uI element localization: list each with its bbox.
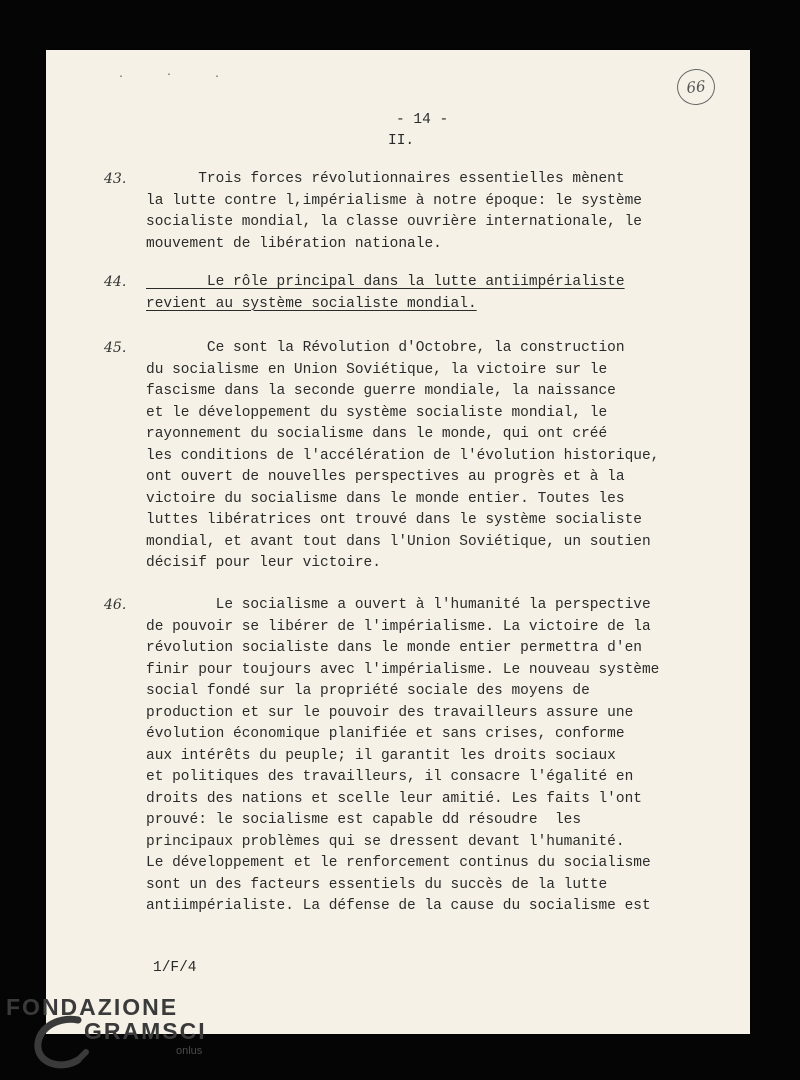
document-page <box>46 50 750 1034</box>
watermark-line-3: onlus <box>176 1045 203 1057</box>
text-line: antiimpérialiste. La défense de la cause du socialisme est <box>146 898 651 914</box>
footer-code: 1/F/4 <box>153 960 197 976</box>
paragraph-43 <box>146 169 746 255</box>
folio-stamp <box>675 67 717 107</box>
paragraph-number-44: 44. <box>104 274 127 290</box>
text-line: prouvé: le socialisme est capable dd résoudre les <box>146 812 582 828</box>
text-line: et le développement du système socialiste mondial, le <box>146 404 608 421</box>
text-line: socialiste mondial, la classe ouvrière internationale, le <box>146 214 642 230</box>
text-line: Le socialisme a ouvert à l'humanité la perspective <box>146 597 651 613</box>
text-line-underlined: revient au système socialiste mondial. <box>146 295 477 312</box>
text-line: sont un des facteurs essentiels du succès de la lutte <box>146 876 608 893</box>
text-line: évolution économique planifiée et sans crises, conforme <box>146 726 625 742</box>
paragraph-46 <box>146 595 746 918</box>
page-number: - 14 - <box>396 112 449 128</box>
text-line: les conditions de l'accélération de l'évolution historique, <box>146 447 660 464</box>
text-line: aux intérêts du peuple; il garantit les droits sociaux <box>146 747 616 764</box>
text-line: ont ouvert de nouvelles perspectives au progrès et à la <box>146 469 625 485</box>
text-line: de pouvoir se libérer de l'impérialisme. La victoire de la <box>146 618 651 635</box>
watermark-line-2: GRAMSCI <box>84 1018 207 1044</box>
text-line: la lutte contre l,impérialisme à notre époque: le système <box>146 192 642 209</box>
text-line: finir pour toujours avec l'impérialisme. Le nouveau système <box>146 661 660 678</box>
text-line: révolution socialiste dans le monde entier permettra d'en <box>146 640 642 656</box>
text-line: mondial, et avant tout dans l'Union Soviétique, un soutien <box>146 533 651 550</box>
paragraph-number-43: 43. <box>104 171 127 187</box>
paragraph-45 <box>146 338 746 575</box>
section-number: II. <box>388 133 415 149</box>
text-line: et politiques des travailleurs, il consacre l'égalité en <box>146 769 634 785</box>
watermark-line-1: FONDAZIONE <box>6 994 179 1020</box>
text-line: droits des nations et scelle leur amitié. Les faits l'ont <box>146 790 642 807</box>
paper-specks: . · . <box>118 70 239 81</box>
text-line: social fondé sur la propriété sociale des moyens de <box>146 683 590 699</box>
text-line: Trois forces révolutionnaires essentielles mènent <box>146 171 625 187</box>
text-line: Ce sont la Révolution d'Octobre, la construction <box>146 340 625 356</box>
text-line: luttes libératrices ont trouvé dans le système socialiste <box>146 512 642 528</box>
text-line-underlined: Le rôle principal dans la lutte antiimpérialiste <box>146 274 625 290</box>
paragraph-number-45: 45. <box>104 340 127 356</box>
text-line: rayonnement du socialisme dans le monde, qui ont créé <box>146 426 608 442</box>
text-line: mouvement de libération nationale. <box>146 235 442 252</box>
text-line: du socialisme en Union Soviétique, la victoire sur le <box>146 361 608 378</box>
fondazione-gramsci-watermark <box>0 990 260 1080</box>
text-line: Le développement et le renforcement continus du socialisme <box>146 855 651 871</box>
text-line: victoire du socialisme dans le monde entier. Toutes les <box>146 490 625 507</box>
paragraph-44 <box>146 272 746 315</box>
text-line: fascisme dans la seconde guerre mondiale, la naissance <box>146 383 616 399</box>
text-line: production et sur le pouvoir des travailleurs assure une <box>146 704 634 721</box>
paragraph-number-46: 46. <box>104 597 127 613</box>
text-line: décisif pour leur victoire. <box>146 555 381 571</box>
text-line: principaux problèmes qui se dressent devant l'humanité. <box>146 833 625 850</box>
folio-number: 66 <box>685 77 707 97</box>
